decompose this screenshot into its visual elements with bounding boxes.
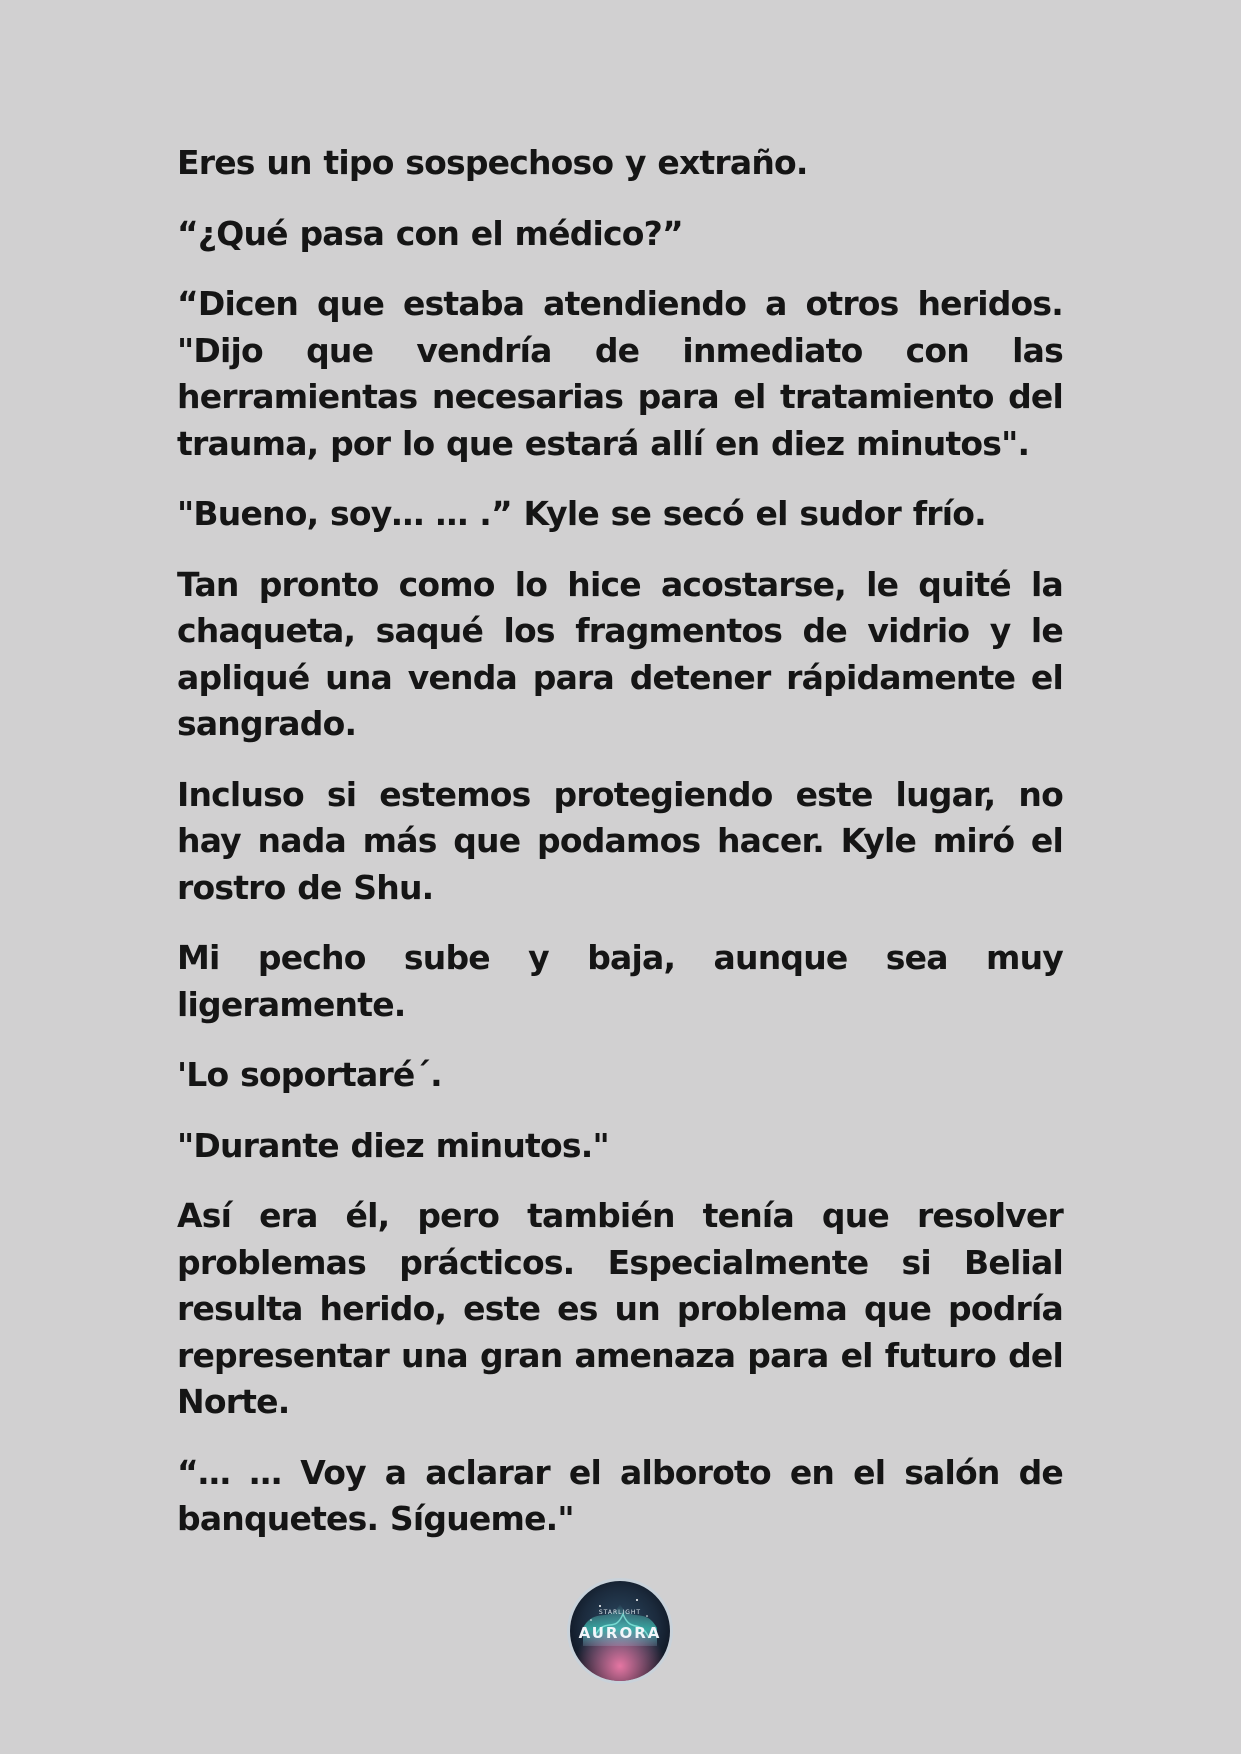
paragraph-4: "Bueno, soy… … .” Kyle se secó el sudor frío. — [177, 494, 986, 533]
paragraph-3: “Dicen que estaba atendiendo a otros heridos. "Dijo que vendría de inmediato con las herramientas necesarias para el tratamiento del trauma, por lo que estará allí en diez minutos". — [177, 284, 1063, 463]
logo-top-text: STARLIGHT — [598, 1609, 642, 1616]
paragraph-2: “¿Qué pasa con el médico?” — [177, 213, 683, 253]
paragraph-11: “… … Voy a aclarar el alboroto en el salón de banquetes. Sígueme." — [177, 1452, 1063, 1538]
document-body — [177, 140, 1063, 1567]
logo-main-text: AURORA — [578, 1624, 662, 1642]
paragraph-7: Mi pecho sube y baja, aunque sea muy ligeramente. — [177, 938, 1063, 1024]
aurora-logo-icon — [565, 1576, 675, 1686]
paragraph-8: 'Lo soportaré´. — [177, 1055, 442, 1094]
paragraph-5: Tan pronto como lo hice acostarse, le quité la chaqueta, saqué los fragmentos de vidrio y le apliqué una venda para detener rápidamente el sangrado. — [177, 564, 1063, 743]
aurora-logo — [565, 1576, 675, 1686]
paragraph-9: "Durante diez minutos." — [177, 1125, 609, 1165]
paragraph-6: Incluso si estemos protegiendo este lugar, no hay nada más que podamos hacer. Kyle miró el rostro de Shu. — [177, 774, 1063, 907]
paragraph-10: Así era él, pero también tenía que resolver problemas prácticos. Especialmente si Belial resulta herido, este es un problema que podría representar una gran amenaza para el futuro del Norte. — [177, 1196, 1063, 1421]
paragraph-1: Eres un tipo sospechoso y extraño. — [177, 143, 808, 182]
